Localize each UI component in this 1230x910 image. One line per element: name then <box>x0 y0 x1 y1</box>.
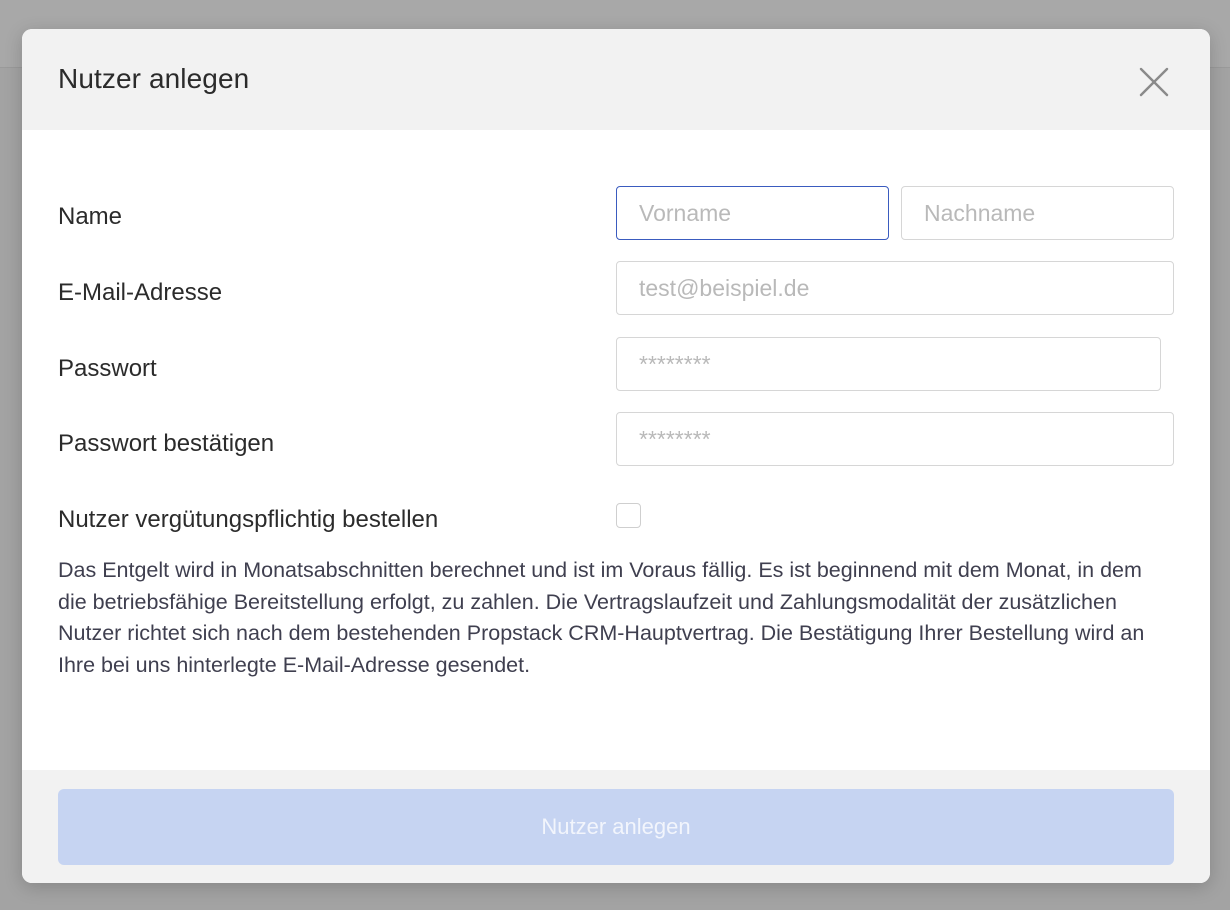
password-input[interactable] <box>616 337 1161 391</box>
close-icon <box>1138 66 1170 98</box>
password-label: Passwort <box>58 355 157 382</box>
last-name-input[interactable] <box>901 186 1174 240</box>
password-confirm-input[interactable] <box>616 412 1174 466</box>
name-label: Name <box>58 203 123 230</box>
billing-notice: Das Entgelt wird in Monatsabschnitten berechnet und ist im Voraus fällig. Es ist beginnend mit dem Monat, in dem die betriebsfähige Bereitstellung erfolgt, zu zahlen. Die Vertragslaufzeit und Zahlungsmodalität der zusätzlichen Nutzer richtet sich nach dem bestehenden Propstack CRM-Hauptvertrag. Die Bestätigung Ihrer Bestellung wird an Ihre bei uns hinterlegte E-Mail-Adresse gesendet. <box>58 558 1145 677</box>
paid-user-label: Nutzer vergütungspflichtig bestellen <box>58 506 439 533</box>
first-name-input[interactable] <box>616 186 889 240</box>
create-user-modal <box>22 29 1210 883</box>
email-input[interactable] <box>616 261 1174 315</box>
email-label: E-Mail-Adresse <box>58 279 223 306</box>
create-user-button[interactable]: Nutzer anlegen <box>58 789 1174 865</box>
password-confirm-label: Passwort bestätigen <box>58 430 275 457</box>
close-button[interactable] <box>1138 66 1170 98</box>
modal-footer <box>22 770 1210 883</box>
modal-header <box>22 29 1210 130</box>
paid-user-checkbox[interactable] <box>616 503 641 528</box>
modal-title: Nutzer anlegen <box>58 63 250 94</box>
